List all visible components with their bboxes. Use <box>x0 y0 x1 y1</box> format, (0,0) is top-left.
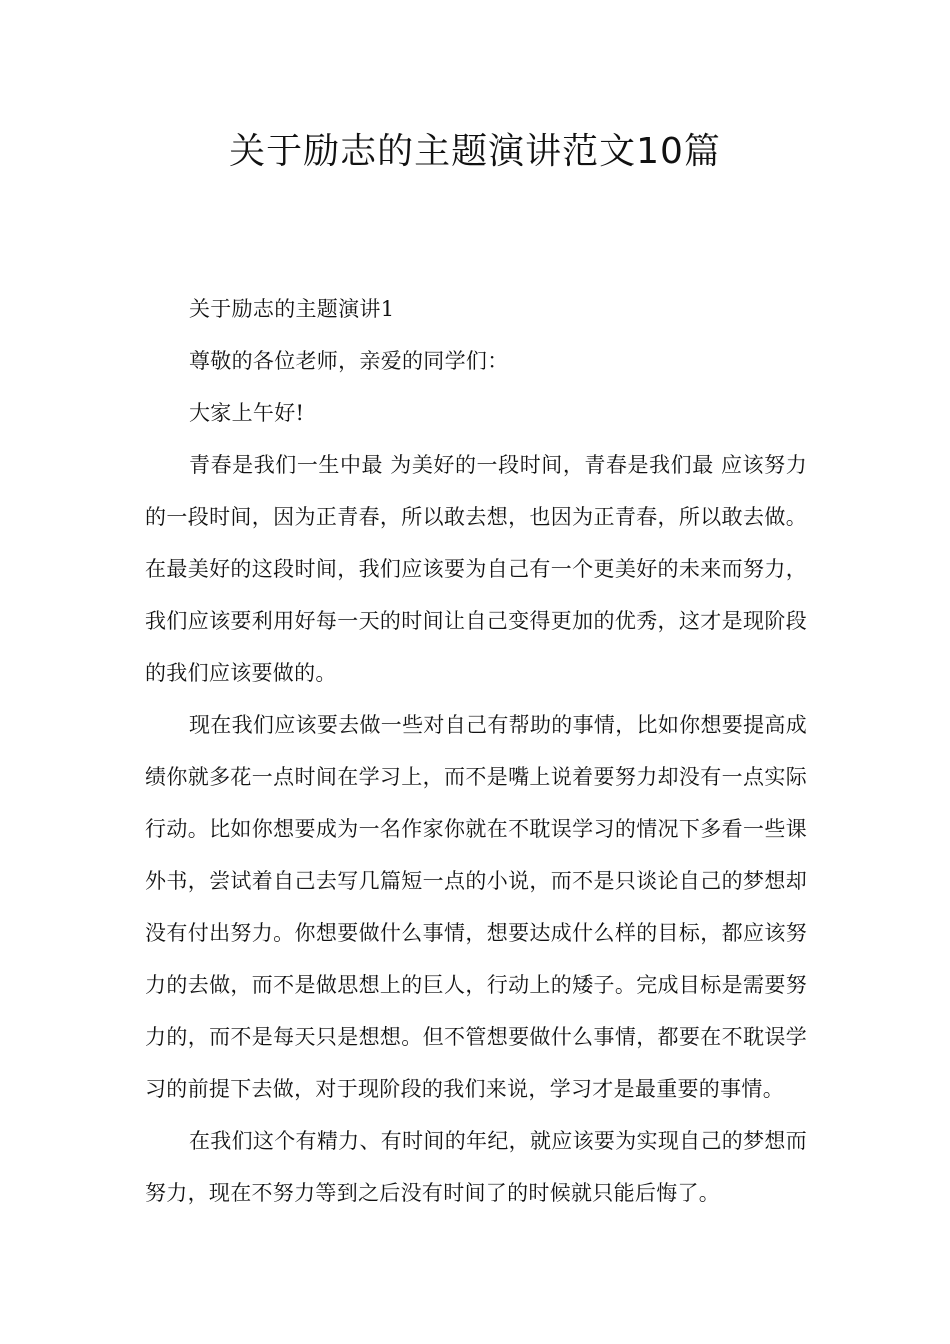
document-body <box>145 283 807 1219</box>
section-heading: 关于励志的主题演讲1 <box>189 297 395 321</box>
salutation: 尊敬的各位老师，亲爱的同学们： <box>189 349 509 373</box>
greeting: 大家上午好! <box>189 401 305 425</box>
document-title: 关于励志的主题演讲范文10篇 <box>229 131 721 172</box>
paragraph: 青春是我们一生中最 为美好的一段时间，青春是我们最 应该努力的一段时间，因为正青春，所以敢去想，也因为正青春，所以敢去做。在最美好的这段时间，我们应该要为自己有一个更美好的未来而努力，我们应该要利用好每一天的时间让自己变得更加的优秀，这才是现阶段的我们应该要做的。 <box>145 453 807 685</box>
paragraph: 现在我们应该要去做一些对自己有帮助的事情，比如你想要提高成绩你就多花一点时间在学习上，而不是嘴上说着要努力却没有一点实际行动。比如你想要成为一名作家你就在不耽误学习的情况下多看一些课外书，尝试着自己去写几篇短一点的小说，而不是只谈论自己的梦想却没有付出努力。你想要做什么事情，想要达成什么样的目标，都应该努力的去做，而不是做思想上的巨人，行动上的矮子。完成目标是需要努力的，而不是每天只是想想。但不管想要做什么事情，都要在不耽误学习的前提下去做，对于现阶段的我们来说，学习才是最重要的事情。 <box>145 713 807 1101</box>
paragraph: 在我们这个有精力、有时间的年纪，就应该要为实现自己的梦想而努力，现在不努力等到之后没有时间了的时候就只能后悔了。 <box>145 1129 807 1205</box>
